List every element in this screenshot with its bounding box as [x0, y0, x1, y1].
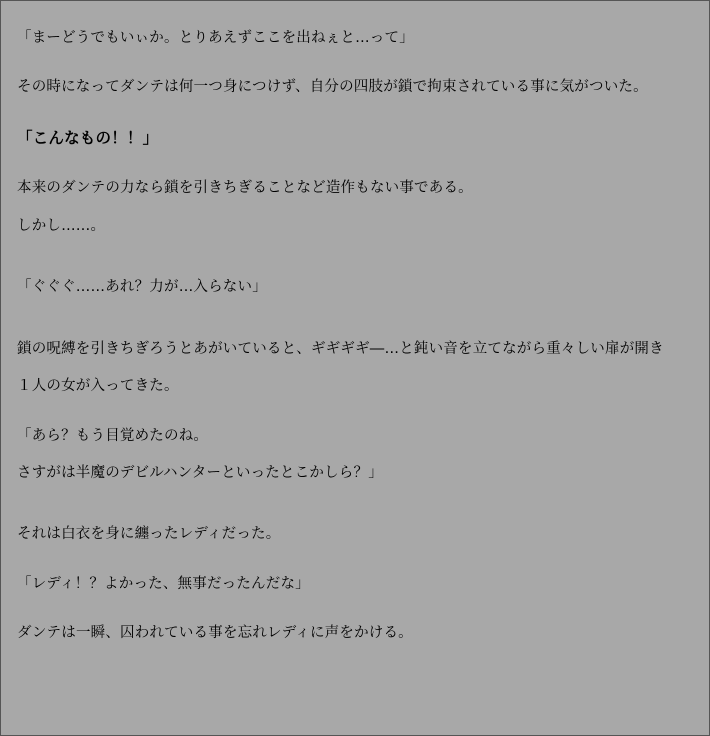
paragraph: しかし……。: [17, 217, 106, 234]
paragraph-spacer: [17, 50, 693, 76]
paragraph: １人の女が入ってきた。: [17, 378, 179, 395]
paragraph-spacer: [17, 151, 693, 177]
paragraph-spacer: [17, 646, 693, 660]
paragraph: 「あら？もう目覚めたのね。: [17, 427, 209, 444]
paragraph: 本来のダンテの力なら鎖を引きちぎることなど造作もない事である。: [17, 180, 473, 197]
paragraph-spacer: [17, 300, 693, 338]
paragraph: 鎖の呪縛を引きちぎろうとあがいていると、ギギギギ―…と鈍い音を立てながら重々しい扉が開き: [17, 340, 664, 357]
paragraph: その時になってダンテは何一つ身につけず、自分の四肢が鎖で拘束されている事に気がついた。: [17, 79, 648, 96]
paragraph-spacer: [17, 100, 693, 126]
paragraph-spacer: [17, 448, 693, 462]
paragraph-spacer: [17, 485, 693, 523]
paragraph-spacer: [17, 238, 693, 276]
story-text-body: [17, 27, 693, 660]
paragraph: 「ぐぐぐ……あれ？力が…入らない」: [17, 279, 267, 296]
paragraph-spacer: [17, 399, 693, 425]
paragraph: 「レディ！？よかった、無事だったんだな」: [17, 575, 310, 592]
paragraph: 「こんなもの！！」: [17, 128, 159, 147]
paragraph-spacer: [17, 201, 693, 215]
paragraph-spacer: [17, 361, 693, 375]
paragraph-spacer: [17, 596, 693, 622]
paragraph-spacer: [17, 547, 693, 573]
paragraph: ダンテは一瞬、囚われている事を忘れレディに声をかける。: [17, 625, 413, 642]
paragraph: 「まーどうでもいぃか。とりあえずここを出ねぇと…って」: [17, 30, 414, 46]
paragraph: それは白衣を身に纏ったレディだった。: [17, 526, 281, 543]
paragraph: さすがは半魔のデビルハンターといったとこかしら？」: [17, 464, 383, 481]
